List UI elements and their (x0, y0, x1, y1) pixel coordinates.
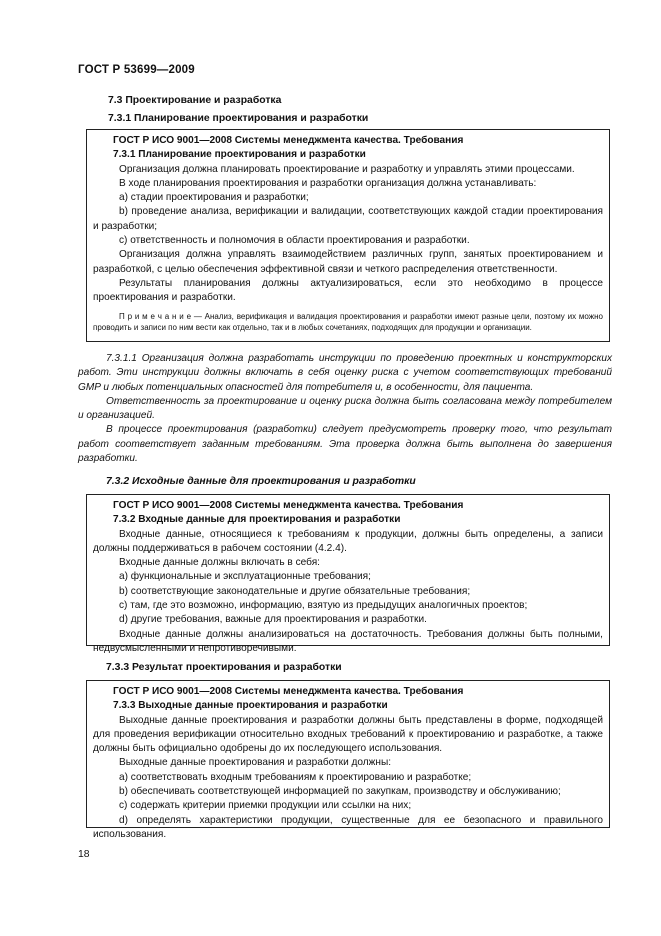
quote-box-7-3-1 (86, 129, 610, 342)
section-7-3-1-heading: 7.3.1 Планирование проектирования и разработки (108, 113, 369, 124)
quote-paragraph: Входные данные должны анализироваться на достаточность. Требования должны быть полными, недвусмысленными и непротиворечивыми. (93, 628, 603, 654)
quote-paragraph: Организация должна управлять взаимодействием различных групп, занятых проектированием и разработкой, с целью обеспечения эффективной связи и четкого распределения ответственности. (93, 249, 603, 275)
quote-section-title: 7.3.2 Входные данные для проектирования и разработки (113, 514, 401, 526)
quote-paragraph: Входные данные, относящиеся к требованиям к продукции, должны быть определены, а записи должны поддерживаться в рабочем состоянии (4.2.4). (93, 528, 603, 554)
quote-paragraph: Выходные данные проектирования и разработки должны быть представлены в форме, подходящей для проведения верификации относительно входных требований к проектированию и разработке, а также должны быть официально одобрены до их последующего использования. (93, 714, 603, 755)
quote-box-7-3-2 (86, 494, 610, 654)
section-7-3-heading: 7.3 Проектирование и разработка (108, 95, 282, 106)
quote-list-item: a) функциональные и эксплуатационные требования; (119, 571, 371, 583)
quote-list-item: b) соответствующие законодательные и другие обязательные требования; (119, 585, 471, 597)
quote-section-title: 7.3.1 Планирование проектирования и разработки (113, 149, 366, 161)
clause-7-3-1-1 (78, 352, 612, 466)
quote-standard-title: ГОСТ Р ИСО 9001—2008 Системы менеджмента качества. Требования (113, 135, 464, 146)
quote-list-item: d) определять характеристики продукции, существенные для ее безопасного и правильного использования. (93, 814, 603, 840)
quote-paragraph: Результаты планирования должны актуализироваться, если это необходимо в процессе проектирования и разработки. (93, 277, 603, 304)
quote-list-item: d) другие требования, важные для проектирования и разработки. (119, 614, 427, 626)
quote-standard-title: ГОСТ Р ИСО 9001—2008 Системы менеджмента качества. Требования (113, 686, 464, 697)
quote-paragraph: Входные данные должны включать в себя: (119, 557, 320, 569)
quote-list-item: b) обеспечивать соответствующей информацией по закупкам, производству и обслуживанию; (119, 786, 561, 798)
italic-paragraph: Ответственность за проектирование и оценку риска должна быть согласована между потребителем и организацией. (78, 395, 612, 422)
italic-paragraph: В процессе проектирования (разработки) следует предусмотреть проверку того, что результат работ соответствует заданным требованиям. Эта проверка должна быть выполнена до завершения разработки. (78, 424, 612, 465)
quote-note: П р и м е ч а н и е — Анализ, верификация и валидация проектирования и разработки имеют разные цели, поэтому их можно проводить и записи по ним вести как отдельно, так и в любых сочетаниях, подходящих для продукции и организации. (93, 311, 603, 333)
section-7-3-2-heading: 7.3.2 Исходные данные для проектирования и разработки (106, 476, 416, 487)
quote-list-item: c) ответственность и полномочия в области проектирования и разработки. (119, 235, 470, 247)
quote-paragraph: Выходные данные проектирования и разработки должны: (119, 757, 392, 769)
quote-paragraph: Организация должна планировать проектирование и разработку и управлять этими процессами. (119, 163, 575, 175)
quote-list-item: a) соответствовать входным требованиям к проектированию и разработке; (119, 771, 472, 783)
quote-list-item: c) содержать критерии приемки продукции или ссылки на них; (119, 800, 412, 812)
page-number: 18 (78, 849, 90, 860)
quote-list-item: a) стадии проектирования и разработки; (119, 192, 309, 204)
quote-list-item: b) проведение анализа, верификации и валидации, соответствующих каждой стадии проектирования и разработки; (93, 206, 603, 232)
quote-list-item: c) там, где это возможно, информацию, взятую из предыдущих аналогичных проектов; (119, 600, 528, 612)
quote-box-7-3-3 (86, 680, 610, 840)
italic-paragraph: 7.3.1.1 Организация должна разработать инструкции по проведению проектных и конструкторских работ. Эти инструкции должны включать в себя оценку риска с учетом соответствующих требований GMP и любых потенциальных опасностей для потребителя и, в особенности, для пациента. (78, 353, 612, 393)
quote-section-title: 7.3.3 Выходные данные проектирования и разработки (113, 700, 388, 712)
quote-paragraph: В ходе планирования проектирования и разработки организация должна устанавливать: (119, 177, 537, 189)
section-7-3-3-heading: 7.3.3 Результат проектирования и разработки (106, 662, 342, 673)
page-header: ГОСТ Р 53699—2009 (78, 64, 195, 76)
quote-standard-title: ГОСТ Р ИСО 9001—2008 Системы менеджмента качества. Требования (113, 500, 464, 511)
